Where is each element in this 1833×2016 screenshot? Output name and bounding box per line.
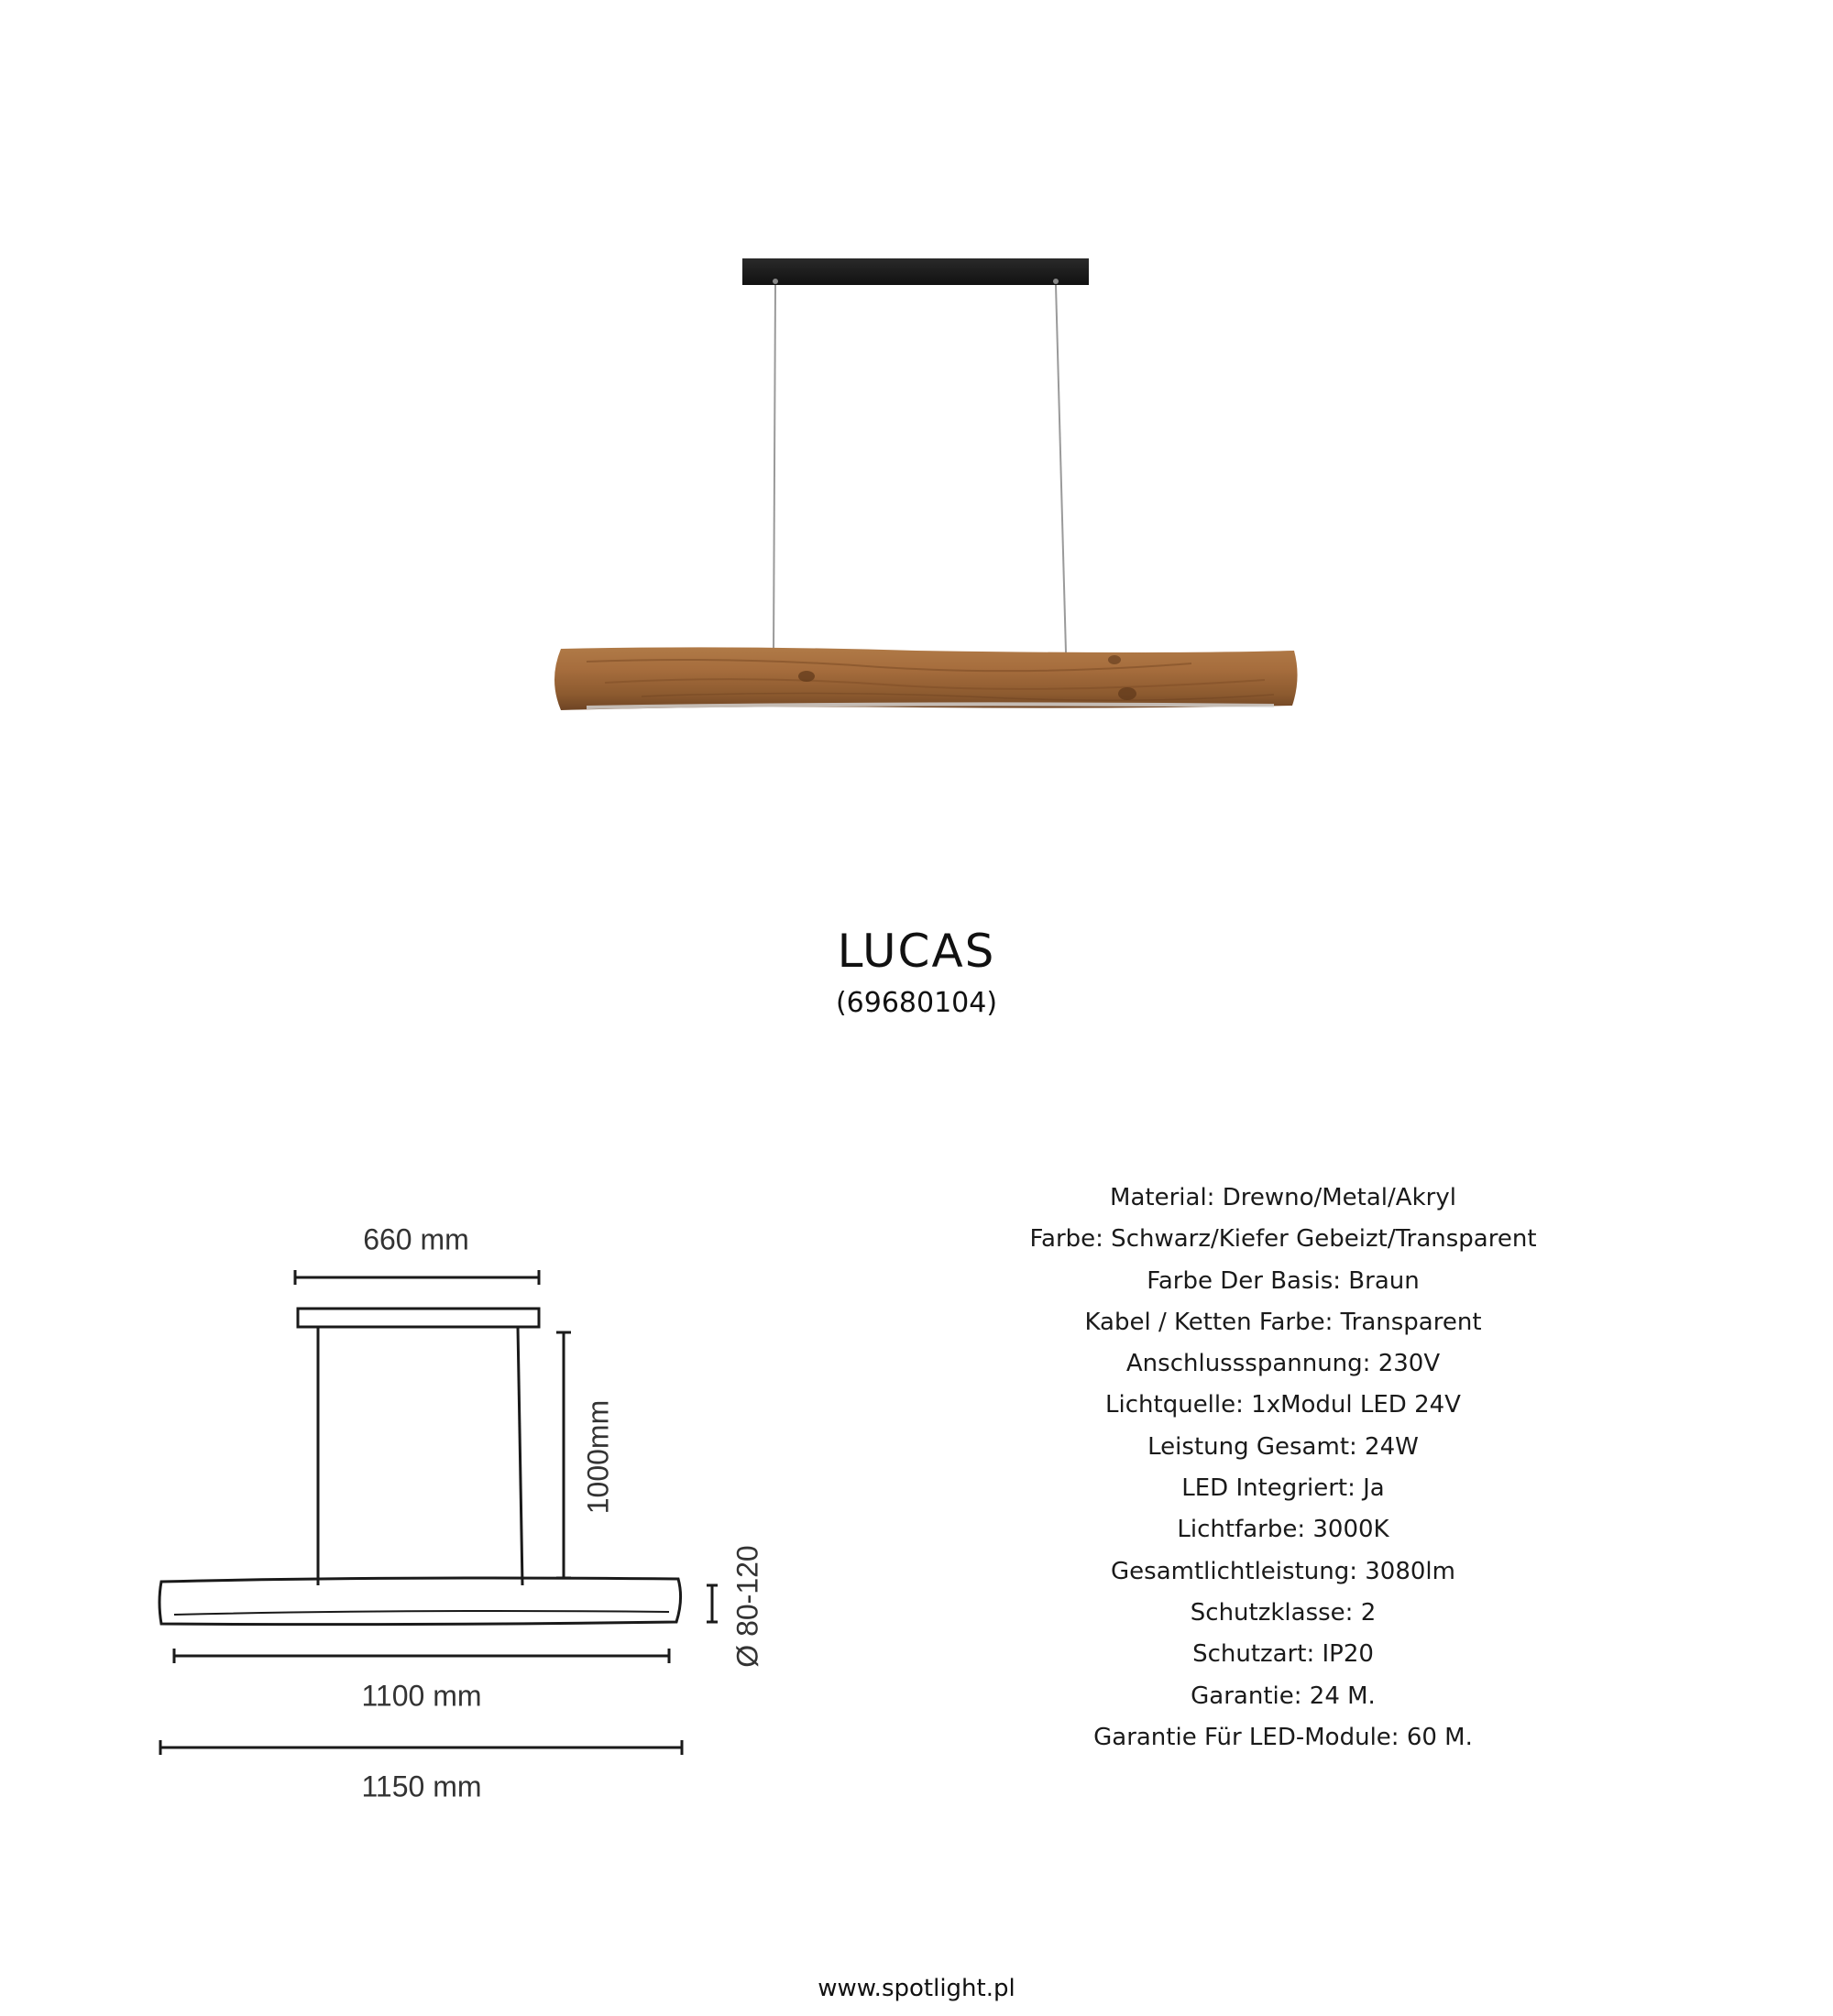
cable-left (774, 285, 775, 652)
canopy-outline (298, 1309, 539, 1327)
product-photo (0, 0, 1833, 825)
spec-item: Lichtfarbe: 3000K (1177, 1516, 1389, 1544)
product-name: LUCAS (837, 925, 996, 978)
cable-right (1056, 285, 1066, 652)
spec-item: Lichtquelle: 1xModul LED 24V (1105, 1391, 1461, 1419)
spec-item: Leistung Gesamt: 24W (1147, 1432, 1419, 1461)
body-length-label: 1100 mm (361, 1679, 482, 1713)
beam-outline (159, 1578, 681, 1625)
spec-item: Farbe Der Basis: Braun (1147, 1266, 1420, 1295)
canopy-width-label: 660 mm (363, 1222, 469, 1256)
total-length-label: 1150 mm (361, 1769, 482, 1803)
spec-list (953, 1178, 1613, 1759)
spec-item: Anschlussspannung: 230V (1125, 1350, 1441, 1378)
spec-item: Garantie: 24 M. (1191, 1682, 1376, 1710)
spec-item: LED Integriert: Ja (1181, 1474, 1385, 1503)
spec-item: Garantie Für LED-Module: 60 M. (1093, 1723, 1473, 1751)
spec-item: Kabel / Ketten Farbe: Transparent (1084, 1308, 1482, 1336)
spec-item: Gesamtlichtleistung: 3080lm (1111, 1557, 1455, 1585)
spec-item: Material: Drewno/Metal/Akryl (1110, 1184, 1456, 1211)
wooden-beam (554, 647, 1298, 710)
product-code: (69680104) (835, 987, 998, 1019)
canopy (742, 258, 1089, 285)
spec-item: Schutzart: IP20 (1192, 1640, 1374, 1669)
spec-item: Farbe: Schwarz/Kiefer Gebeizt/Transparent (1029, 1225, 1537, 1254)
spec-item: Schutzklasse: 2 (1190, 1598, 1377, 1627)
drop-height-label: 1000mm (581, 1399, 615, 1515)
dimension-drawing (128, 1200, 825, 1842)
footer-website-link[interactable]: www.spotlight.pl (818, 1975, 1015, 2002)
diameter-label: Ø 80-120 (730, 1545, 764, 1668)
